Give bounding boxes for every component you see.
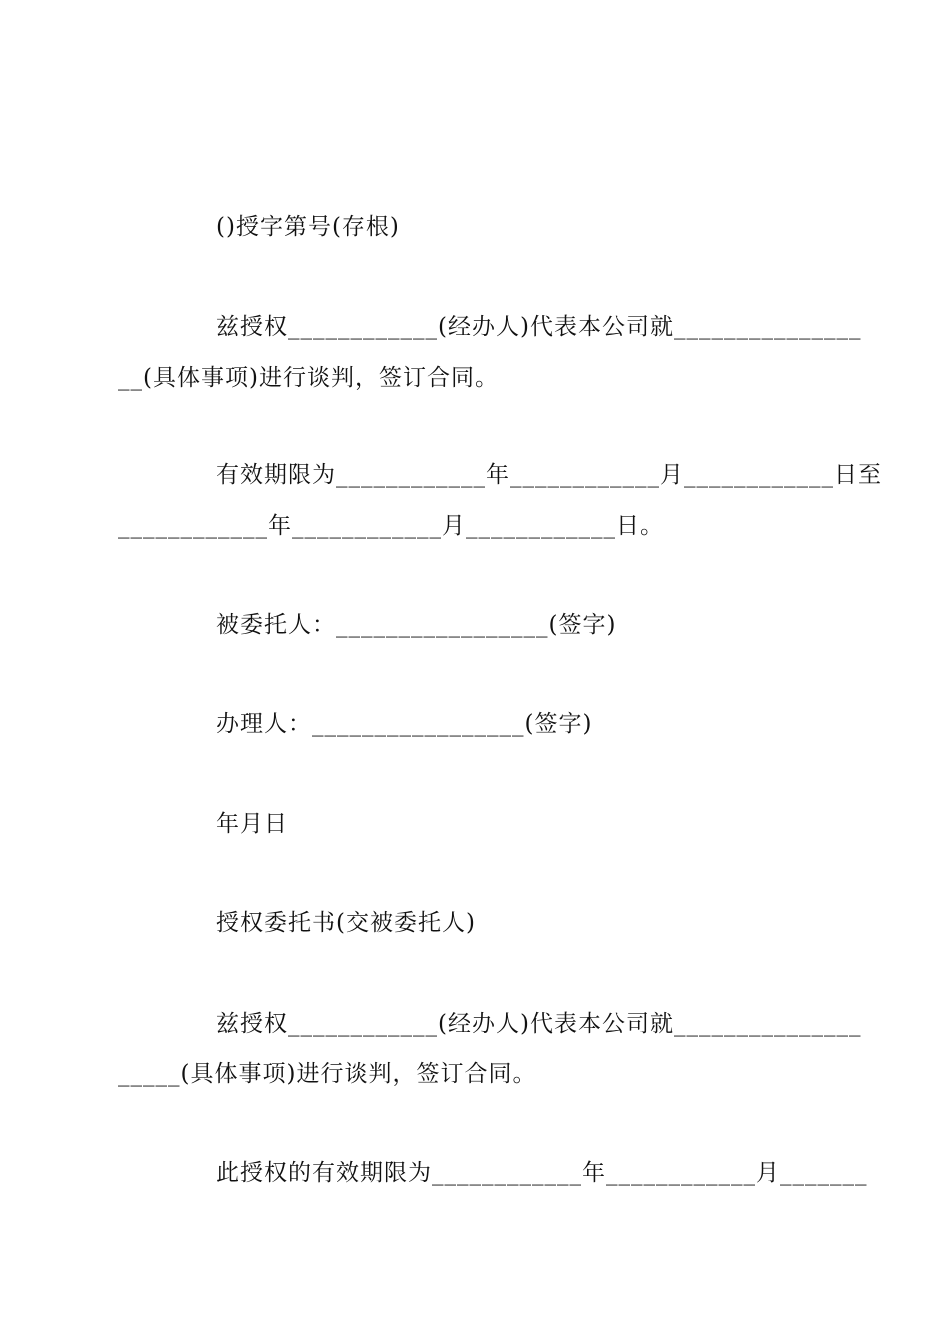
trustee-signature-line: 被委托人：_________________(签字) [216,612,617,638]
letter-authorization-line-1: 兹授权____________(经办人)代表本公司就_______________ [216,1011,862,1037]
letter-title: 授权委托书(交被委托人) [216,910,476,936]
stub-validity-line-1: 有效期限为____________年____________月____________日至 [216,462,882,488]
handler-signature-line: 办理人：_________________(签字) [216,711,593,737]
stub-title: ()授字第号(存根) [216,214,400,240]
date-line: 年月日 [216,811,288,837]
letter-validity-line-1: 此授权的有效期限为____________年____________月_______ [216,1160,868,1186]
letter-authorization-line-2: _____(具体事项)进行谈判，签订合同。 [118,1061,537,1087]
stub-validity-line-2: ____________年____________月____________日。 [118,513,664,539]
stub-authorization-line-2: __(具体事项)进行谈判，签订合同。 [118,365,499,391]
stub-authorization-line-1: 兹授权____________(经办人)代表本公司就_______________ [216,314,862,340]
